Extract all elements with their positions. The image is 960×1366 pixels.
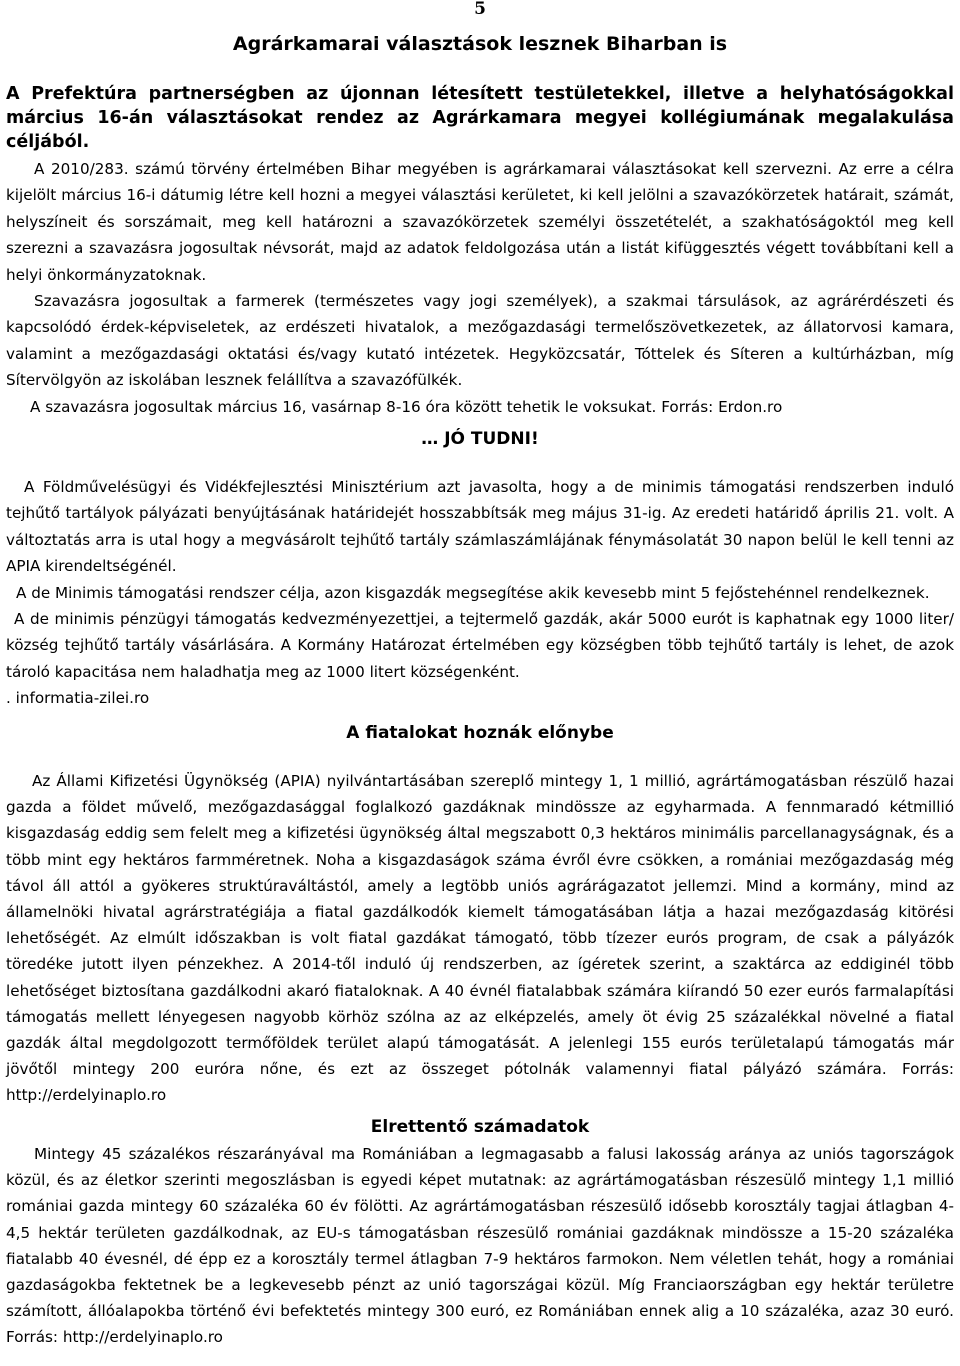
paragraph: Az Állami Kifizetési Ügynökség (APIA) nyilvántartásában szereplő mintegy 1, 1 millió, agrártámogatásban részülő hazai gazda a földet művelő, mezőgazdasággal foglalkozó gazdáknak mindössze az egyharmada. A fennmaradó kétmillió kisgazdaság eddig sem felelt meg a kifizetési ügynökség által megszabott 0,3 hektáros minimális parcellanagyságnak, és a több mint egy hektáros farmméretnek. Noha a kisgazdaságok száma évről évre csökken, a romániai mezőgazdaság még távol áll attól a gyökeres struktúraváltástól, amely a legtöbb uniós agrárágazatot jellemzi. Mind a kormány, mind az államelnöki hivatal agrárstratégiája a fiatal gazdálkodók kiemelt támogatásában látja a hazai mezőgazdaság kitörési lehetőségét. Az elmúlt időszakban is volt fiatal gazdákat támogató, több tízezer eurós program, de csak a pályázók töredéke jutott ilyen pénzekhez. A 2014-től induló új rendszerben, az ígéretek szerint, a szaktárca az eddiginél több lehetőséget biztosítana gazdálkodni akaró fiataloknak. A 40 évnél fiatalabbak számára kiírandó 50 ezer eurós farmalapítási támogatás mellett lényegesen nagyobb körhöz szólna az az elképzelés, amely öt évig 25 százalékkal növelné a fiatal gazdák által megdolgozott termőföldek terület alapú támogatását. A jelenlegi 155 eurós területalapú támogatás már jövőtől mintegy 200 euróra nőne, és ezt az összeget pótolnák valamennyi fiatal pályázó számára. Forrás: http://erdelyinaplo.ro (6, 772, 954, 1105)
paragraph: A de Minimis támogatási rendszer célja, azon kisgazdák megsegítése akik kevesebb mint 5 fejőstehénnel rendelkeznek. (16, 583, 930, 602)
section-body (0, 474, 960, 712)
section-title: Elrettentő számadatok (370, 1117, 590, 1137)
paragraph: A Földművelésügyi és Vidékfejlesztési Minisztérium azt javasolta, hogy a de minimis támogatási rendszerben induló tejhűtő tartályok pályázati benyújtásának határidejét hosszabbítsák meg május 31-ig. Az eredeti határidő április 21. volt. A változtatás arra is utal hogy a megvásárolt tejhűtő tartály számlaszámlájának fénymásolatát 30 napon belül le kell tenni az APIA kirendeltségénél. (6, 478, 954, 576)
section-title: … JÓ TUDNI! (421, 429, 539, 449)
section-body (0, 1141, 960, 1351)
paragraph: Szavazásra jogosultak a farmerek (természetes vagy jogi személyek), a szakmai társulások, az agrárérdészeti és kapcsolódó érdek-képviseletek, az erdészeti hivatalok, a mezőgazdasági termelőszövetkezetek, az állatorvosi kamara, valamint a mezőgazdasági oktatási és/vagy kutató intézetek. Hegyközcsatár, Tóttelek és Síteren a kultúrházban, míg Sítervölgyön az iskolában lesznek felállítva a szavazófülkék. (6, 292, 954, 390)
page-number: 5 (474, 0, 486, 19)
section-title: Agrárkamarai választások lesznek Biharban is (232, 33, 728, 55)
section-title: A fiatalokat hoznák előnybe (346, 723, 614, 743)
paragraph: A szavazásra jogosultak március 16, vasárnap 8-16 óra között tehetik le voksukat. Forrás: Erdon.ro (30, 397, 783, 416)
section-agrarkamara (0, 32, 960, 56)
source-line: . informatia-zilei.ro (6, 689, 150, 708)
paragraph: Mintegy 45 százalékos részarányával ma Romániában a legmagasabb a falusi lakosság aránya az uniós tagországok közül, és az életkor szerinti megoszlásban is egyedi képet mutatnak: az agrártámogatásban részesülő mintegy 1,1 millió romániai gazda mintegy 60 százaléka 60 év fölötti. Az agrártámogatásban részesülő idősebb korosztály tagjai átlagban 4-4,5 hektár területen gazdálkodnak, az EU-s támogatásban részesülő romániai gazdáknak mindössze a 15-20 százaléka fiatalabb 40 évesnél, dé épp ez a korosztály termel átlagban 7-9 hektáros farmokon. Nem véletlen tehát, hogy a romániai gazdaságokba fektetnek be a legkevesebb pénzt az unió tagországai közül. Míg Franciaországban egy hektár területre számított, állóalapokba történő évi befektetés mintegy 300 euró, ez Romániában ennek alig a 10 százaléka, azaz 30 euró. Forrás: http://erdelyinaplo.ro (6, 1145, 954, 1347)
paragraph: A de minimis pénzügyi támogatás kedvezményezettjei, a tejtermelő gazdák, akár 5000 eurót is kaphatnak egy 1000 liter/ község tejhűtő tartály vásárlására. A Kormány Határozat értelmében egy községben több tejhűtő tartály is lehet, de azok tároló kapacitása nem haladhatja meg az 1000 litert községenként. (6, 610, 954, 681)
section-lead: A Prefektúra partnerségben az újonnan létesített testületekkel, illetve a helyhatóságokkal március 16-án választásokat rendez az Agrárkamara megyei kollégiumának megalakulása céljából. (6, 84, 954, 152)
section-body (0, 768, 960, 1109)
paragraph: A 2010/283. számú törvény értelmében Bihar megyében is agrárkamarai választásokat kell szervezni. Az erre a célra kijelölt március 16-i dátumig létre kell hozni a megyei választási kerületet, ki kell jelölni a szavazókörzetek határait, számát, helyszíneit és sorszámait, meg kell határozni a szavazókörzetek személyi összetételét, a szakhatóságoktól meg kell szerezni a szavazásra jogosultak névsorát, majd az adatok feldolgozása után a listát kifüggesztés végett továbbítani kell a helyi önkormányzatoknak. (6, 160, 954, 284)
section-body (0, 156, 960, 420)
